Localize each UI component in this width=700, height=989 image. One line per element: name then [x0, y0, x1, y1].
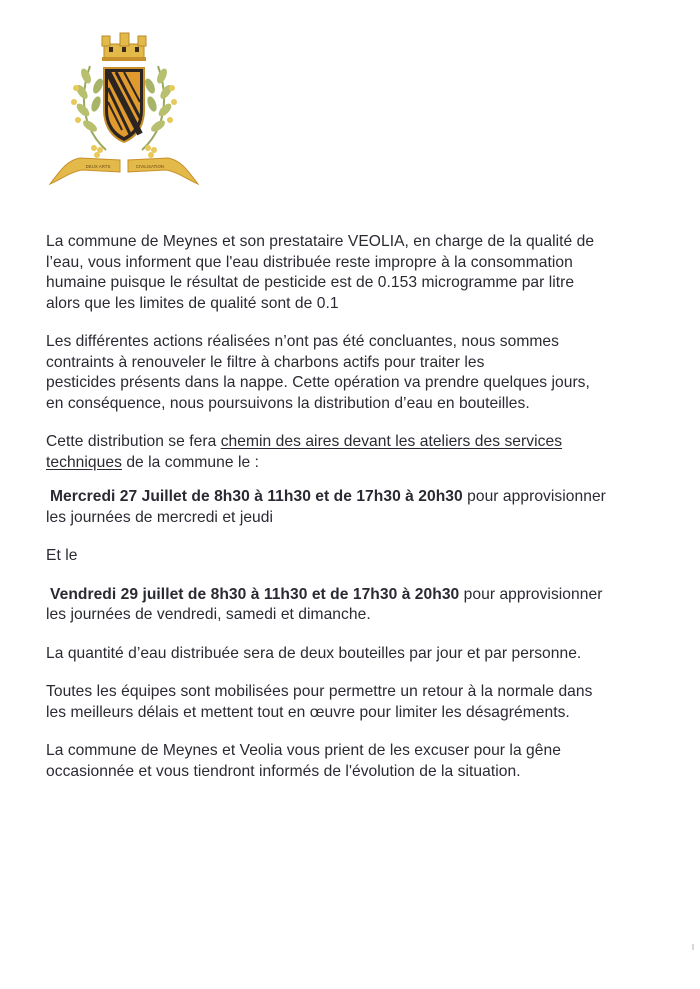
text-fragment: pour approvisionner	[462, 488, 606, 505]
text-line: les journées de vendredi, samedi et dimanche.	[46, 606, 371, 623]
text-line: en conséquence, nous poursuivons la distribution d’eau en bouteilles.	[46, 394, 530, 412]
text-fragment: pour approvisionner	[459, 585, 603, 603]
motto-ribbon	[50, 158, 198, 184]
text-line: La commune de Meynes et son prestataire VEOLIA, en charge de la qualité de	[46, 233, 595, 250]
text-line: les journées de mercredi et jeudi	[46, 508, 274, 526]
paragraph-friday-distribution	[46, 585, 666, 626]
meynes-coat-of-arms-logo	[46, 30, 202, 190]
text-line	[46, 487, 666, 508]
text-fragment: Cette distribution se fera	[46, 433, 221, 450]
text-line: les meilleurs délais et mettent tout en œuvre pour limiter les désagréments.	[46, 703, 570, 721]
text-line: pesticides présents dans la nappe. Cette opération va prendre quelques jours,	[46, 374, 590, 391]
text-line: Les différentes actions réalisées n’ont pas été concluantes, nous sommes	[46, 333, 559, 350]
text-line	[46, 453, 666, 474]
distribution-location-text: chemin des aires devant les ateliers des services	[220, 433, 563, 450]
distribution-location-text: techniques	[46, 453, 122, 471]
text-line: contraints à renouveler le filtre à charbons actifs pour traiter les	[46, 353, 485, 371]
text-fragment: de la commune le :	[121, 453, 259, 471]
paragraph-water-quality	[46, 232, 666, 314]
text-line	[46, 432, 666, 453]
text-line: Toutes les équipes sont mobilisées pour permettre un retour à la normale dans	[46, 683, 593, 700]
paragraph-actions	[46, 332, 666, 414]
paragraph-wednesday-distribution	[46, 487, 666, 528]
text-line: alors que les limites de qualité sont de 0.1	[46, 294, 339, 312]
motto-left-text: DEUX ARTS	[85, 164, 111, 169]
text-line: humaine puisque le résultat de pesticide est de 0.153 microgramme par litre	[46, 274, 575, 291]
olive-branch-right-icon	[142, 66, 177, 150]
paragraph-teams	[46, 682, 666, 723]
paragraph-distribution-location	[46, 432, 666, 473]
olive-branch-left-icon	[71, 66, 106, 150]
notice-body	[46, 232, 666, 800]
text-line: occasionnée et vous tiendront informés de l'évolution de la situation.	[46, 762, 521, 780]
paragraph-quantity	[46, 644, 666, 665]
text-line	[46, 585, 666, 606]
grape-cluster-icon	[91, 145, 157, 158]
scan-artifact	[692, 944, 694, 950]
shield-icon	[104, 68, 144, 142]
text-line: Et le	[46, 547, 78, 564]
distribution-date-wednesday: Mercredi 27 Juillet de 8h30 à 11h30 et de 17h30 à 20h30	[50, 488, 463, 505]
motto-right-text: CIVILISATION	[135, 164, 165, 169]
text-line: l’eau, vous informent que l'eau distribuée reste impropre à la consommation	[46, 253, 573, 271]
paragraph-and	[46, 546, 666, 567]
distribution-date-friday: Vendredi 29 juillet de 8h30 à 11h30 et de 17h30 à 20h30	[50, 585, 460, 603]
paragraph-apology	[46, 741, 666, 782]
text-line: La quantité d’eau distribuée sera de deux bouteilles par jour et par personne.	[46, 644, 582, 662]
text-line: La commune de Meynes et Veolia vous prient de les excuser pour la gêne	[46, 742, 561, 759]
crown-icon	[102, 33, 146, 61]
